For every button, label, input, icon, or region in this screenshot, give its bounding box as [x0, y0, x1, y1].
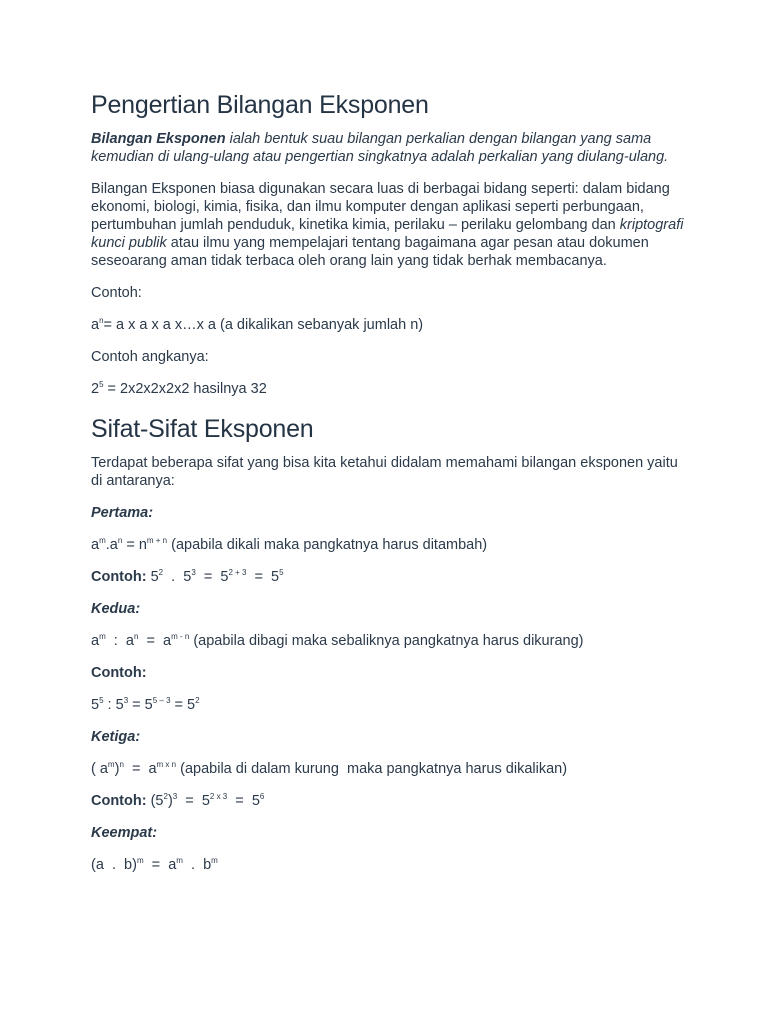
- usage-paragraph: [91, 180, 691, 270]
- contoh-label: Contoh:: [91, 285, 142, 301]
- section2-ketiga-rule-a: ( a: [91, 761, 108, 777]
- section2-ketiga-ex-label: Contoh:: [91, 793, 147, 809]
- section2-kedua-ex-3-sup: 5 – 3: [152, 696, 171, 705]
- section2-keempat-rule-b: = a: [143, 857, 177, 873]
- numeric-exponent: 5: [99, 380, 104, 389]
- section2-kedua-rule-c-sup: m - n: [171, 632, 190, 641]
- rule-formula-pertama: [91, 536, 691, 554]
- section2-kedua-ex-4: = 5: [170, 697, 196, 713]
- rule-example-pertama: [91, 568, 691, 586]
- section2-pertama-rule-c: = n: [122, 537, 147, 553]
- section2-pertama-ex-1-sup: 2: [158, 568, 164, 577]
- section2-kedua-ex-4-sup: 2: [195, 696, 200, 705]
- section2-kedua-ex-1: 5: [91, 697, 100, 713]
- rule-label-kedua: Kedua:: [91, 601, 141, 617]
- section2-keempat-rule-a-sup: m: [136, 856, 144, 865]
- section2-ketiga-ex-4: = 5: [227, 793, 260, 809]
- rule-label-keempat: Keempat:: [91, 825, 158, 841]
- section2-ketiga-rule-b: ): [114, 761, 120, 777]
- section2-keempat-rule-c: . b: [182, 857, 212, 873]
- definition-term: Bilangan Eksponen: [91, 131, 226, 147]
- rule-label-pertama: Pertama:: [91, 505, 154, 521]
- section2-pertama-rule-note: (apabila dikali maka pangkatnya harus ditambah): [167, 537, 488, 553]
- general-formula: [91, 316, 691, 334]
- section2-pertama-rule-a: a: [91, 537, 100, 553]
- rule-label-ketiga: Ketiga:: [91, 729, 141, 745]
- rule-formula-keempat: [91, 856, 691, 874]
- section2-ketiga-ex-1-sup: 2: [163, 792, 168, 801]
- section2-kedua-rule-c: = a: [138, 633, 172, 649]
- section2-keempat-rule-b-sup: m: [176, 856, 183, 865]
- numeric-base: 2: [91, 381, 100, 397]
- section2-pertama-rule-c-sup: m + n: [146, 536, 168, 545]
- document-content: [91, 88, 691, 888]
- section2-pertama-ex-label: Contoh:: [91, 569, 147, 585]
- section2-pertama-ex-1: 5: [146, 569, 159, 585]
- numeric-example: [91, 380, 691, 398]
- section2-kedua-ex-3: = 5: [128, 697, 153, 713]
- section2-ketiga-ex-2: ): [167, 793, 173, 809]
- section2-pertama-ex-3: = 5: [195, 569, 229, 585]
- rule-example-label-kedua: Contoh:: [91, 665, 147, 681]
- section-title-sifat: Sifat-Sifat Eksponen: [91, 415, 314, 443]
- rule-example-kedua: [91, 696, 691, 714]
- section2-kedua-rule-b-sup: n: [133, 632, 139, 641]
- usage-italic-term: kriptografi kunci publik: [91, 217, 684, 251]
- rule-formula-ketiga: [91, 760, 691, 778]
- formula-exponent: n: [99, 316, 104, 325]
- section2-pertama-ex-4: = 5: [246, 569, 280, 585]
- section-title-pengertian: Pengertian Bilangan Eksponen: [91, 91, 429, 119]
- definition-paragraph: [91, 130, 691, 166]
- definition-text: ialah bentuk suau bilangan perkalian dengan bilangan yang sama kemudian di ulang-ulang atau pengertian singkatnya adalah perkalian yang diulang-ulang.: [91, 131, 669, 165]
- rule-example-ketiga: [91, 792, 691, 810]
- section2-pertama-ex-2-sup: 3: [191, 568, 196, 577]
- section2-ketiga-rule-note: (apabila di dalam kurung maka pangkatnya harus dikalikan): [176, 761, 568, 777]
- section2-keempat-rule-c-sup: m: [211, 856, 218, 865]
- sifat-intro: Terdapat beberapa sifat yang bisa kita ketahui didalam memahami bilangan eksponen yaitu di antaranya:: [91, 455, 678, 489]
- section2-ketiga-ex-4-sup: 6: [259, 792, 265, 801]
- formula-text: = a x a x a x…x a (a dikalikan sebanyak jumlah n): [103, 317, 424, 333]
- section2-pertama-ex-2: . 5: [163, 569, 192, 585]
- section2-pertama-rule-b-sup: n: [117, 536, 123, 545]
- section2-ketiga-ex-3: = 5: [177, 793, 210, 809]
- section2-pertama-ex-4-sup: 5: [279, 568, 284, 577]
- section2-ketiga-rule-a-sup: m: [107, 760, 115, 769]
- section2-ketiga-ex-2-sup: 3: [172, 792, 178, 801]
- section2-kedua-rule-b: : a: [105, 633, 134, 649]
- section2-kedua-ex-2: : 5: [103, 697, 124, 713]
- section2-kedua-rule-a: a: [91, 633, 100, 649]
- section2-kedua-rule-note: (apabila dibagi maka sebaliknya pangkatnya harus dikurang): [189, 633, 584, 649]
- usage-text-b: atau ilmu yang mempelajari tentang bagaimana agar pesan atau dokumen seseoarang aman tidak terbaca oleh orang lain yang tidak berhak membacanya.: [91, 235, 649, 269]
- section2-ketiga-rule-b-sup: n: [119, 760, 124, 769]
- section2-ketiga-rule-c-sup: m x n: [156, 760, 177, 769]
- section2-kedua-ex-2-sup: 3: [123, 696, 129, 705]
- section2-pertama-ex-3-sup: 2 + 3: [228, 568, 247, 577]
- section2-pertama-rule-a-sup: m: [99, 536, 106, 545]
- section2-ketiga-ex-1: (5: [146, 793, 164, 809]
- angka-label: Contoh angkanya:: [91, 349, 209, 365]
- section2-kedua-rule-a-sup: m: [99, 632, 106, 641]
- rule-formula-kedua: [91, 632, 691, 650]
- section2-keempat-rule-a: (a . b): [91, 857, 137, 873]
- section2-pertama-rule-b: .a: [105, 537, 118, 553]
- section2-kedua-ex-1-sup: 5: [99, 696, 104, 705]
- numeric-text: = 2x2x2x2x2 hasilnya 32: [103, 381, 267, 397]
- usage-text-a: Bilangan Eksponen biasa digunakan secara luas di berbagai bidang seperti: dalam bidang ekonomi, biologi, kimia, fisika, dan ilmu komputer dengan aplikasi seperti perbungaan, pertumbuhan jumlah penduduk, kinetika kimia, perilaku – perilaku gelombang dan: [91, 181, 670, 233]
- formula-base: a: [91, 317, 100, 333]
- section2-ketiga-ex-3-sup: 2 x 3: [209, 792, 228, 801]
- section2-ketiga-rule-c: = a: [123, 761, 157, 777]
